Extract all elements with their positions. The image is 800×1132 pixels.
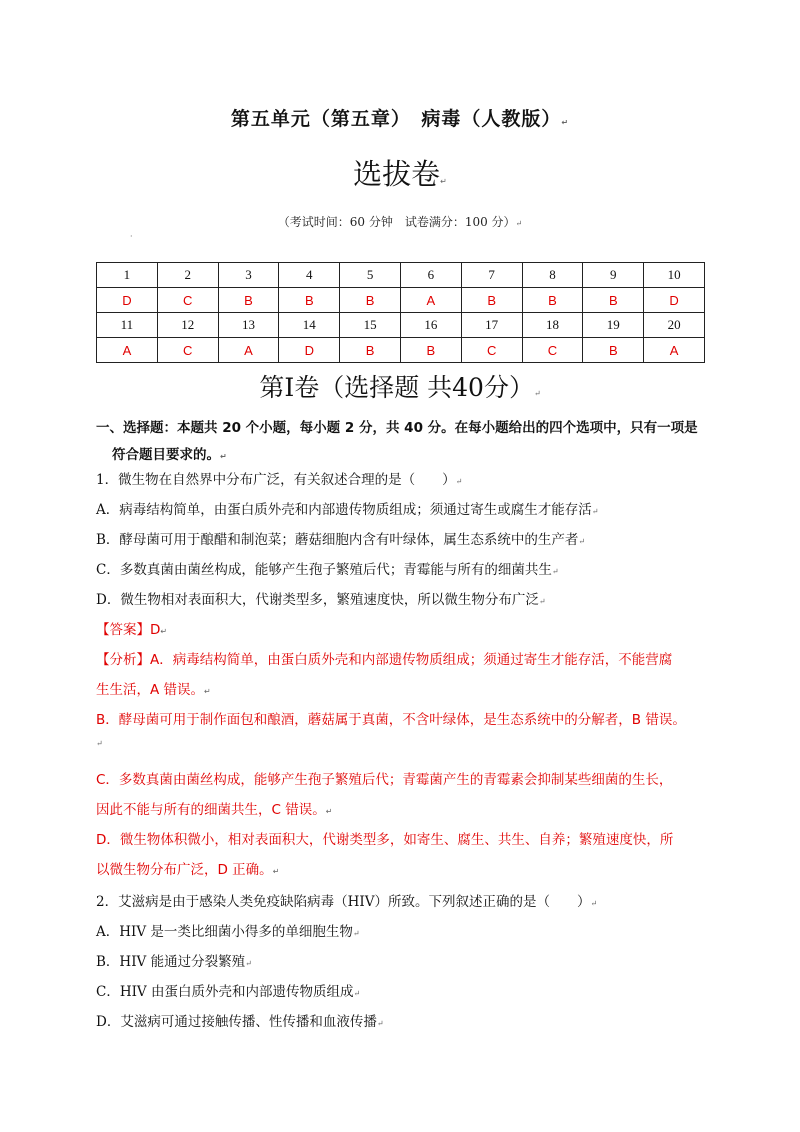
table-cell: 16	[400, 313, 461, 338]
table-cell: B	[583, 288, 644, 313]
table-cell: B	[461, 288, 522, 313]
paragraph-mark: ↵	[96, 739, 103, 748]
table-cell: 2	[157, 263, 218, 288]
table-cell: B	[400, 338, 461, 363]
table-cell: 9	[583, 263, 644, 288]
question-1-analysis-line: 以微生物分布广泛，D 正确。↵	[96, 862, 280, 878]
table-cell: 14	[279, 313, 340, 338]
page-title: 第五单元（第五章） 病毒（人教版）↵	[230, 108, 570, 130]
question-1-analysis-line: C．多数真菌由菌丝构成，能够产生孢子繁殖后代；青霉菌产生的青霉素会抑制某些细菌的生长，	[96, 772, 673, 788]
section-title: 第Ⅰ卷（选择题 共40分）↵	[259, 373, 541, 402]
question-1-analysis-line: 生生活，A 错误。↵	[96, 682, 211, 698]
paragraph-mark: ·	[130, 232, 133, 241]
table-cell: 7	[461, 263, 522, 288]
table-cell: A	[97, 338, 158, 363]
table-cell: 11	[97, 313, 158, 338]
section-instruction	[96, 415, 706, 470]
page-subtitle: 选拔卷↵	[353, 157, 447, 191]
table-cell: D	[279, 338, 340, 363]
table-cell: D	[97, 288, 158, 313]
table-cell: 20	[644, 313, 705, 338]
table-cell: 15	[340, 313, 401, 338]
question-1-analysis-line: D．微生物体积微小，相对表面积大，代谢类型多，如寄生、腐生、共生、自养；繁殖速度快，所	[96, 832, 674, 848]
question-1-analysis-line: 因此不能与所有的细菌共生，C 错误。↵	[96, 802, 333, 818]
table-cell: C	[522, 338, 583, 363]
table-cell: C	[157, 338, 218, 363]
question-1-option-d: D．微生物相对表面积大，代谢类型多，繁殖速度快，所以微生物分布广泛↵	[96, 592, 546, 608]
question-2-option-a: A．HIV 是一类比细菌小得多的单细胞生物↵	[96, 924, 360, 940]
table-row-answers-2	[97, 338, 705, 363]
table-cell: B	[279, 288, 340, 313]
table-cell: B	[218, 288, 279, 313]
table-cell: B	[340, 288, 401, 313]
question-1-option-c: C．多数真菌由菌丝构成，能够产生孢子繁殖后代；青霉能与所有的细菌共生↵	[96, 562, 559, 578]
table-cell: A	[644, 338, 705, 363]
table-cell: 5	[340, 263, 401, 288]
table-cell: 8	[522, 263, 583, 288]
question-2-option-c: C．HIV 由蛋白质外壳和内部遗传物质组成↵	[96, 984, 361, 1000]
table-cell: 4	[279, 263, 340, 288]
question-2-stem: 2．艾滋病是由于感染人类免疫缺陷病毒（HIV）所致。下列叙述正确的是（ ）↵	[96, 894, 598, 910]
table-cell: 12	[157, 313, 218, 338]
table-cell: C	[461, 338, 522, 363]
table-cell: 6	[400, 263, 461, 288]
table-cell: B	[583, 338, 644, 363]
question-1-analysis-line: 【分析】A．病毒结构简单，由蛋白质外壳和内部遗传物质组成；须通过寄生才能存活，不能营腐	[96, 652, 673, 668]
instruction-line: 符合题目要求的。↵	[112, 447, 227, 463]
table-cell: D	[644, 288, 705, 313]
table-cell: 17	[461, 313, 522, 338]
table-cell: 3	[218, 263, 279, 288]
instruction-line: 一、选择题：本题共 20 个小题，每小题 2 分，共 40 分。在每小题给出的四个选项中，只有一项是	[96, 420, 698, 436]
answer-table	[96, 262, 705, 363]
table-cell: B	[522, 288, 583, 313]
question-2-option-b: B．HIV 能通过分裂繁殖↵	[96, 954, 252, 970]
table-row-numbers-2	[97, 313, 705, 338]
table-row-numbers-1	[97, 263, 705, 288]
table-cell: 13	[218, 313, 279, 338]
question-1-option-a: A．病毒结构简单，由蛋白质外壳和内部遗传物质组成；须通过寄生或腐生才能存活↵	[96, 502, 599, 518]
question-1-option-b: B．酵母菌可用于酿醋和制泡菜；蘑菇细胞内含有叶绿体，属生态系统中的生产者↵	[96, 532, 586, 548]
table-cell: A	[400, 288, 461, 313]
exam-info: （考试时间：60 分钟 试卷满分：100 分）↵	[277, 215, 523, 229]
table-cell: 1	[97, 263, 158, 288]
table-cell: 19	[583, 313, 644, 338]
table-cell: 18	[522, 313, 583, 338]
question-1-answer: 【答案】D↵	[96, 622, 168, 638]
table-cell: 10	[644, 263, 705, 288]
question-1-analysis-line: B．酵母菌可用于制作面包和酿酒，蘑菇属于真菌，不含叶绿体，是生态系统中的分解者，B 错误。	[96, 712, 686, 728]
table-cell: A	[218, 338, 279, 363]
question-1-stem: 1．微生物在自然界中分布广泛，有关叙述合理的是（ ）↵	[96, 472, 463, 488]
question-2-option-d: D．艾滋病可通过接触传播、性传播和血液传播↵	[96, 1014, 384, 1030]
table-cell: C	[157, 288, 218, 313]
table-cell: B	[340, 338, 401, 363]
table-row-answers-1	[97, 288, 705, 313]
